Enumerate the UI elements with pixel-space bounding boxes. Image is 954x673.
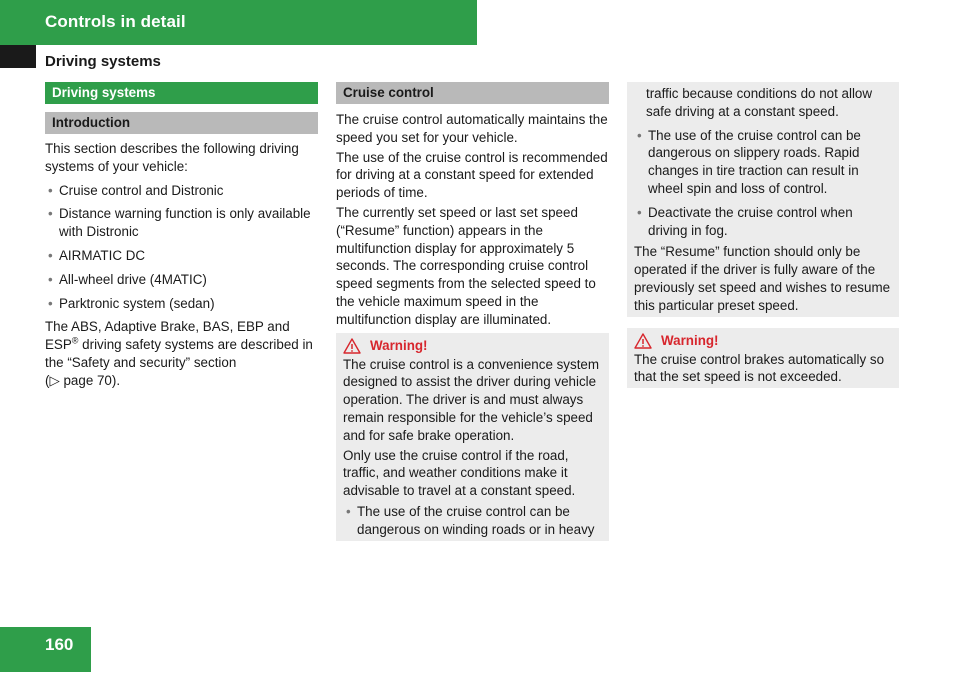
list-item: • The use of the cruise control can be dangerous on winding roads or in heavy xyxy=(343,503,602,539)
column-2 xyxy=(336,82,609,541)
list-item: • Distance warning function is only available with Distronic xyxy=(45,205,318,241)
section-tab-marker xyxy=(0,45,36,68)
resume-note: The “Resume” function should only be operated if the driver is fully aware of the previously set speed and wishes to resume this particular preset speed. xyxy=(634,244,891,313)
list-item: • Deactivate the cruise control when driving in fog. xyxy=(634,204,892,240)
warning-box-brakes xyxy=(627,328,899,389)
warning-box xyxy=(336,333,609,541)
heading-cruise-control: Cruise control xyxy=(336,82,609,104)
list-item: • The use of the cruise control can be dangerous on slippery roads. Rapid changes in tire traction can result in wheel spin and loss of control. xyxy=(634,127,892,198)
list-item: • AIRMATIC DC xyxy=(45,247,318,265)
safety-systems-text: The ABS, Adaptive Brake, BAS, EBP and ESP xyxy=(45,319,290,353)
section-title: Driving systems xyxy=(45,53,161,70)
warning-continued-text: traffic because conditions do not allow safe driving at a constant speed. xyxy=(646,86,873,119)
cruise-paragraph-1: The cruise control automatically maintains the speed you set for your vehicle. xyxy=(336,112,608,145)
cruise-paragraph-2: The use of the cruise control is recommended for driving at a constant speed for extended periods of time. xyxy=(336,149,608,201)
warning-paragraph-2: Only use the cruise control if the road, traffic, and weather conditions make it advisable to travel at a constant speed. xyxy=(343,447,576,499)
page-number-box xyxy=(0,627,91,672)
safety-systems-text-cont: driving safety systems are described in the “Safety and security” section xyxy=(45,337,313,370)
warning-title: Warning! xyxy=(370,337,428,353)
warning-heading xyxy=(634,331,892,351)
warning-triangle-icon xyxy=(343,338,361,354)
list-item: • Parktronic system (sedan) xyxy=(45,295,318,313)
systems-list xyxy=(45,182,318,313)
page-number: 160 xyxy=(45,635,74,654)
cruise-paragraph-3: The currently set speed or last set speed (“Resume” function) appears in the multifunction display for approximately 5 seconds. The corresponding cruise control speed segments from the selected speed to the vehicle maximum speed in the multifunction display are illuminated. xyxy=(336,204,596,327)
chapter-title: Controls in detail xyxy=(45,12,186,31)
warning-list xyxy=(634,127,892,240)
warning-heading xyxy=(343,336,602,356)
safety-systems-paragraph xyxy=(45,318,318,389)
list-item: • Cruise control and Distronic xyxy=(45,182,318,200)
page-reference-link[interactable]: (▷ page 70). xyxy=(45,372,121,388)
registered-mark: ® xyxy=(71,335,79,346)
column-3 xyxy=(627,82,899,388)
warning-title: Warning! xyxy=(661,332,719,348)
heading-driving-systems: Driving systems xyxy=(45,82,318,104)
heading-introduction: Introduction xyxy=(45,112,318,134)
header-band xyxy=(0,0,477,45)
warning-brakes-text: The cruise control brakes automatically so that the set speed is not exceeded. xyxy=(634,351,885,385)
intro-paragraph: This section describes the following driving systems of your vehicle: xyxy=(45,141,299,174)
column-1 xyxy=(45,82,318,390)
warning-list xyxy=(343,503,602,539)
list-item: • All-wheel drive (4MATIC) xyxy=(45,271,318,289)
warning-paragraph-1: The cruise control is a convenience system designed to assist the driver during vehicle operation. The driver is and must always remain responsible for the vehicle’s speed and for safe brake operation. xyxy=(343,356,600,443)
warning-triangle-icon xyxy=(634,333,652,349)
warning-box-continued xyxy=(627,82,899,317)
